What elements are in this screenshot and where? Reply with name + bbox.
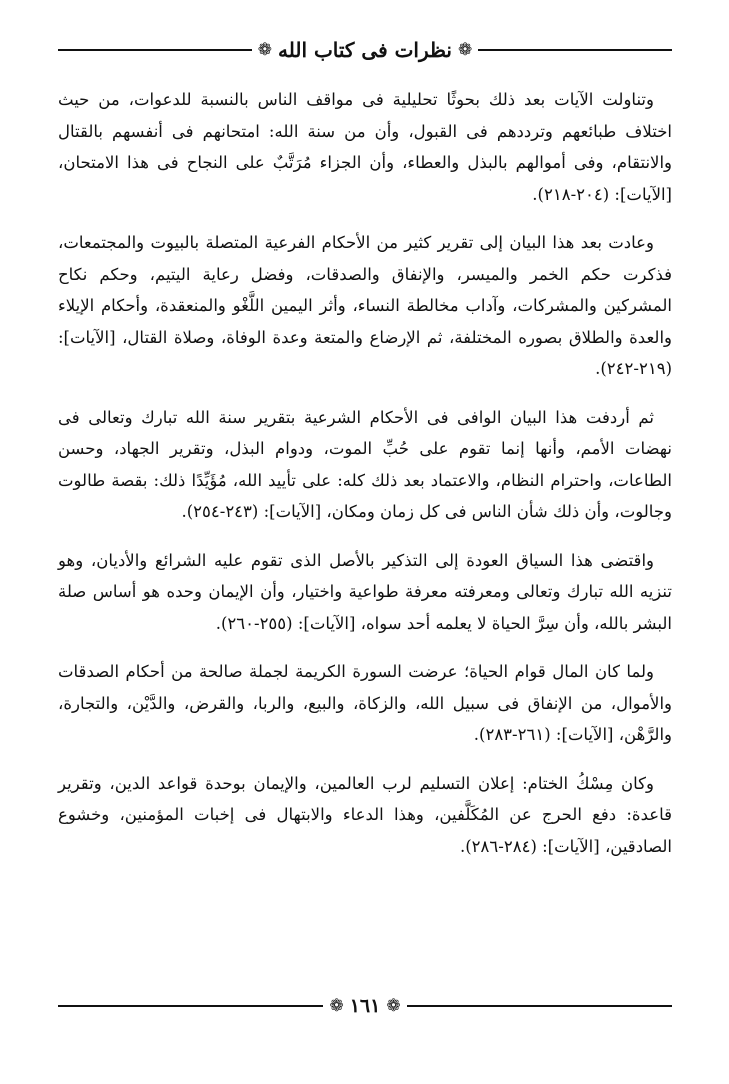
footer-rule-right xyxy=(407,1005,672,1007)
header-rule-right xyxy=(478,49,672,51)
paragraph-2: وعادت بعد هذا البيان إلى تقرير كثير من الأحكام الفرعية المتصلة بالبيوت والمجتمعات، فذكرت حكم الخمر والميسر، والإنفاق والصدقات، وفضل رعاية اليتيم، وحكم نكاح المشركين والمشركات، وآداب مخالطة النساء، وأثر اليمين اللَّغْو والمنعقدة، وأحكام الإيلاء والعدة والطلاق بصوره المختلفة، ثم الإرضاع والمتعة وعدة الوفاة، وصلاة القتال، [الآيات]: (٢١٩-٢٤٢). xyxy=(58,233,672,378)
footer-ornament-right-icon: ❁ xyxy=(386,995,401,1016)
body-text xyxy=(58,84,672,879)
header-ornament-right-icon: ❁ xyxy=(457,39,473,60)
page-number: ١٦١ xyxy=(349,995,381,1017)
footer-ornament-left-icon: ❁ xyxy=(329,995,344,1016)
header-rule-left xyxy=(58,49,252,51)
running-header xyxy=(58,30,672,70)
paragraph-6: وكان مِسْكُ الختام: إعلان التسليم لرب العالمين، والإيمان بوحدة قواعد الدين، وتقرير قاعدة: دفع الحرج عن المُكَلَّفين، وهذا الدعاء والابتهال فى إخبات المؤمنين، وخشوع الصادقين، [الآيات]: (٢٨٤-٢٨٦). xyxy=(58,773,672,856)
paragraph-1: وتناولت الآيات بعد ذلك بحوثًا تحليلية فى مواقف الناس بالنسبة للدعوات، من حيث اختلاف طبائعهم وترددهم فى القبول، وأن من سنة الله: امتحانهم فى أنفسهم بالقتال والانتقام، وفى أموالهم بالبذل والعطاء، وأن الجزاء مُرَتَّبٌ على النجاح فى هذا الامتحان، [الآيات]: (٢٠٤-٢١٨). xyxy=(58,90,672,204)
footer-rule-left xyxy=(58,1005,323,1007)
header-title-group xyxy=(252,38,478,62)
header-title: نظرات فى كتاب الله xyxy=(278,38,452,62)
paragraph-4: واقتضى هذا السياق العودة إلى التذكير بالأصل الذى تقوم عليه الشرائع والأديان، وهو تنزيه الله تبارك وتعالى ومعرفته معرفة طواعية واختيار، وأن الإيمان وحده هو أساس صلة البشر بالله، وأن سِرَّ الحياة لا يعلمه أحد سواه، [الآيات]: (٢٥٥-٢٦٠). xyxy=(58,550,672,633)
footer-number-group xyxy=(323,995,406,1017)
page-footer xyxy=(58,986,672,1026)
paragraph-3: ثم أردفت هذا البيان الوافى فى الأحكام الشرعية بتقرير سنة الله تبارك وتعالى فى نهضات الأمم، وأنها إنما تقوم على حُبِّ الموت، ودوام البذل، وتقرير الجهاد، وحسن الطاعات، واحترام النظام، والاعتماد بعد ذلك كله: على تأييد الله، مُؤَيِّدًا ذلك: بقصة طالوت وجالوت، وأن ذلك شأن الناس فى كل زمان ومكان، [الآيات]: (٢٤٣-٢٥٤). xyxy=(58,407,672,521)
header-ornament-left-icon: ❁ xyxy=(257,39,272,60)
paragraph-5: ولما كان المال قوام الحياة؛ عرضت السورة الكريمة لجملة صالحة من أحكام الصدقات والأموال، من الإنفاق فى سبيل الله، والزكاة، والبيع، والربا، والقرض، والدَّيْن، والتجارة، والرَّهْن، [الآيات]: (٢٦١-٢٨٣). xyxy=(58,662,672,744)
